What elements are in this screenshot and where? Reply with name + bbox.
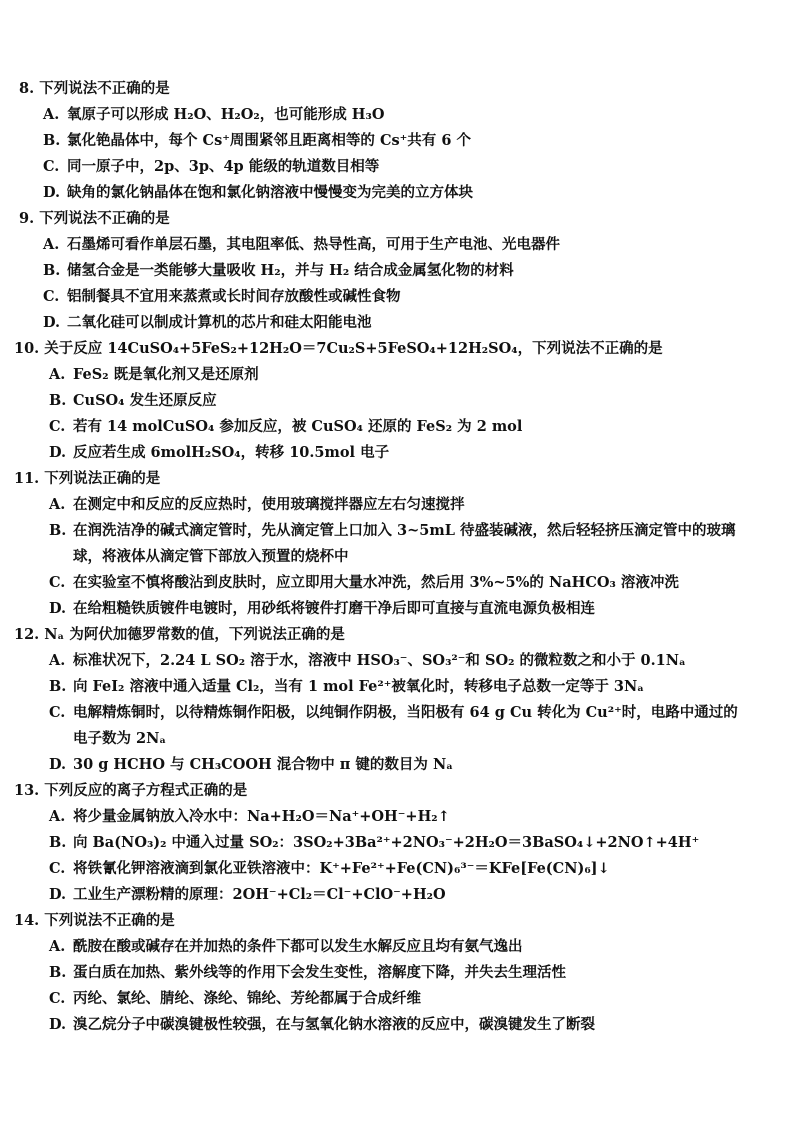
option-text: 石墨烯可看作单层石墨，其电阻率低、热导性高，可用于生产电池、光电器件 xyxy=(67,236,560,253)
option-text: 向 FeI₂ 溶液中通入适量 Cl₂，当有 1 mol Fe²⁺被氧化时，转移电子总数一定等于 3Nₐ xyxy=(73,678,645,695)
option-a xyxy=(0,804,794,830)
question-14 xyxy=(0,908,794,1038)
option-label: D. xyxy=(49,886,67,903)
option-d xyxy=(0,440,794,466)
option-text: 丙纶、氯纶、腈纶、涤纶、锦纶、芳纶都属于合成纤维 xyxy=(73,990,421,1007)
option-label: B. xyxy=(49,964,67,981)
option-label: D. xyxy=(49,1016,67,1033)
option-text: 将铁氰化钾溶液滴到氯化亚铁溶液中：K⁺+Fe²⁺+Fe(CN)₆³⁻＝KFe[Fe(CN)₆]↓ xyxy=(73,860,610,877)
question-11 xyxy=(0,466,794,622)
option-c xyxy=(0,284,794,310)
option-text: 铝制餐具不宜用来蒸煮或长时间存放酸性或碱性食物 xyxy=(67,288,401,305)
question-number: 9. xyxy=(19,210,35,227)
option-label: A. xyxy=(49,808,66,825)
option-b xyxy=(0,674,794,700)
option-b xyxy=(0,960,794,986)
option-c xyxy=(0,154,794,180)
option-label: C. xyxy=(49,860,66,877)
option-text: FeS₂ 既是氧化剂又是还原剂 xyxy=(73,366,259,383)
question-stem xyxy=(0,622,794,648)
option-text: 蛋白质在加热、紫外线等的作用下会发生变性，溶解度下降，并失去生理活性 xyxy=(73,964,566,981)
option-d xyxy=(0,882,794,908)
question-stem xyxy=(0,76,794,102)
option-a xyxy=(0,102,794,128)
option-text: 在测定中和反应的反应热时，使用玻璃搅拌器应左右匀速搅拌 xyxy=(73,496,465,513)
option-a xyxy=(0,362,794,388)
question-number: 10. xyxy=(14,340,40,357)
option-text: 将少量金属钠放入冷水中：Na+H₂O＝Na⁺+OH⁻+H₂↑ xyxy=(73,808,450,825)
option-text: 同一原子中，2p、3p、4p 能级的轨道数目相等 xyxy=(67,158,380,175)
question-stem xyxy=(0,336,794,362)
option-label: B. xyxy=(43,132,61,149)
question-stem xyxy=(0,206,794,232)
option-text: 反应若生成 6molH₂SO₄，转移 10.5mol 电子 xyxy=(73,444,390,461)
option-label: C. xyxy=(49,418,66,435)
question-number: 13. xyxy=(14,782,40,799)
option-text: 二氧化硅可以制成计算机的芯片和硅太阳能电池 xyxy=(67,314,372,331)
option-text: 30 g HCHO 与 CH₃COOH 混合物中 π 键的数目为 Nₐ xyxy=(73,756,453,773)
option-text: CuSO₄ 发生还原反应 xyxy=(73,392,217,409)
option-c xyxy=(0,570,794,596)
option-b xyxy=(0,388,794,414)
option-label: A. xyxy=(49,366,66,383)
option-text: 溴乙烷分子中碳溴键极性较强，在与氢氧化钠水溶液的反应中，碳溴键发生了断裂 xyxy=(73,1016,595,1033)
question-stem xyxy=(0,908,794,934)
option-text: 若有 14 molCuSO₄ 参加反应，被 CuSO₄ 还原的 FeS₂ 为 2 mol xyxy=(73,418,523,435)
option-b xyxy=(0,518,794,570)
option-text: 在润洗洁净的碱式滴定管时，先从滴定管上口加入 3~5mL 待盛装碱液，然后轻轻挤压滴定管中的玻璃球，将液体从滴定管下部放入预置的烧杯中 xyxy=(73,522,736,565)
option-label: D. xyxy=(43,314,61,331)
option-c xyxy=(0,986,794,1012)
option-label: C. xyxy=(49,990,66,1007)
option-label: B. xyxy=(49,834,67,851)
option-text: 在给粗糙铁质镀件电镀时，用砂纸将镀件打磨干净后即可直接与直流电源负极相连 xyxy=(73,600,595,617)
option-d xyxy=(0,310,794,336)
option-text: 缺角的氯化钠晶体在饱和氯化钠溶液中慢慢变为完美的立方体块 xyxy=(67,184,473,201)
option-label: A. xyxy=(43,106,60,123)
question-number: 8. xyxy=(19,80,35,97)
option-a xyxy=(0,934,794,960)
option-text: 向 Ba(NO₃)₂ 中通入过量 SO₂：3SO₂+3Ba²⁺+2NO₃⁻+2H₂O＝3BaSO₄↓+2NO↑+4H⁺ xyxy=(73,834,700,851)
option-label: D. xyxy=(49,756,67,773)
option-label: B. xyxy=(49,392,67,409)
question-text: 关于反应 14CuSO₄+5FeS₂+12H₂O＝7Cu₂S+5FeSO₄+12H₂SO₄，下列说法不正确的是 xyxy=(44,340,663,357)
option-label: A. xyxy=(49,938,66,955)
option-label: C. xyxy=(43,158,60,175)
question-text: 下列说法不正确的是 xyxy=(39,80,170,97)
question-number: 12. xyxy=(14,626,40,643)
question-12 xyxy=(0,622,794,778)
question-text: Nₐ 为阿伏加德罗常数的值，下列说法正确的是 xyxy=(44,626,345,643)
option-text: 酰胺在酸或碱存在并加热的条件下都可以发生水解反应且均有氨气逸出 xyxy=(73,938,523,955)
option-label: A. xyxy=(43,236,60,253)
option-text: 电解精炼铜时，以待精炼铜作阳极，以纯铜作阴极，当阳极有 64 g Cu 转化为 Cu²⁺时，电路中通过的电子数为 2Nₐ xyxy=(73,704,738,747)
exam-page xyxy=(0,76,794,1038)
option-text: 标准状况下，2.24 L SO₂ 溶于水，溶液中 HSO₃⁻、SO₃²⁻和 SO₂ 的微粒数之和小于 0.1Nₐ xyxy=(73,652,686,669)
option-a xyxy=(0,648,794,674)
question-8 xyxy=(0,76,794,206)
option-label: D. xyxy=(49,444,67,461)
option-label: A. xyxy=(49,652,66,669)
option-c xyxy=(0,414,794,440)
question-10 xyxy=(0,336,794,466)
question-9 xyxy=(0,206,794,336)
option-b xyxy=(0,258,794,284)
option-label: A. xyxy=(49,496,66,513)
question-number: 11. xyxy=(14,470,40,487)
option-label: D. xyxy=(49,600,67,617)
option-label: B. xyxy=(49,522,67,539)
question-stem xyxy=(0,466,794,492)
option-a xyxy=(0,232,794,258)
question-13 xyxy=(0,778,794,908)
option-d xyxy=(0,752,794,778)
option-label: C. xyxy=(49,704,66,721)
option-text: 在实验室不慎将酸沾到皮肤时，应立即用大量水冲洗，然后用 3%~5%的 NaHCO₃ 溶液冲洗 xyxy=(73,574,679,591)
option-label: C. xyxy=(43,288,60,305)
question-number: 14. xyxy=(14,912,40,929)
option-d xyxy=(0,596,794,622)
option-label: B. xyxy=(43,262,61,279)
option-b xyxy=(0,128,794,154)
option-a xyxy=(0,492,794,518)
option-c xyxy=(0,700,794,752)
question-text: 下列说法不正确的是 xyxy=(44,912,175,929)
option-text: 储氢合金是一类能够大量吸收 H₂，并与 H₂ 结合成金属氢化物的材料 xyxy=(67,262,514,279)
option-d xyxy=(0,1012,794,1038)
option-text: 氧原子可以形成 H₂O、H₂O₂，也可能形成 H₃O xyxy=(67,106,385,123)
option-d xyxy=(0,180,794,206)
option-label: C. xyxy=(49,574,66,591)
question-text: 下列说法正确的是 xyxy=(44,470,161,487)
option-b xyxy=(0,830,794,856)
question-text: 下列说法不正确的是 xyxy=(39,210,170,227)
option-c xyxy=(0,856,794,882)
option-label: D. xyxy=(43,184,61,201)
option-label: B. xyxy=(49,678,67,695)
option-text: 氯化铯晶体中，每个 Cs⁺周围紧邻且距离相等的 Cs⁺共有 6 个 xyxy=(67,132,471,149)
question-stem xyxy=(0,778,794,804)
option-text: 工业生产漂粉精的原理：2OH⁻+Cl₂＝Cl⁻+ClO⁻+H₂O xyxy=(73,886,446,903)
question-text: 下列反应的离子方程式正确的是 xyxy=(44,782,248,799)
